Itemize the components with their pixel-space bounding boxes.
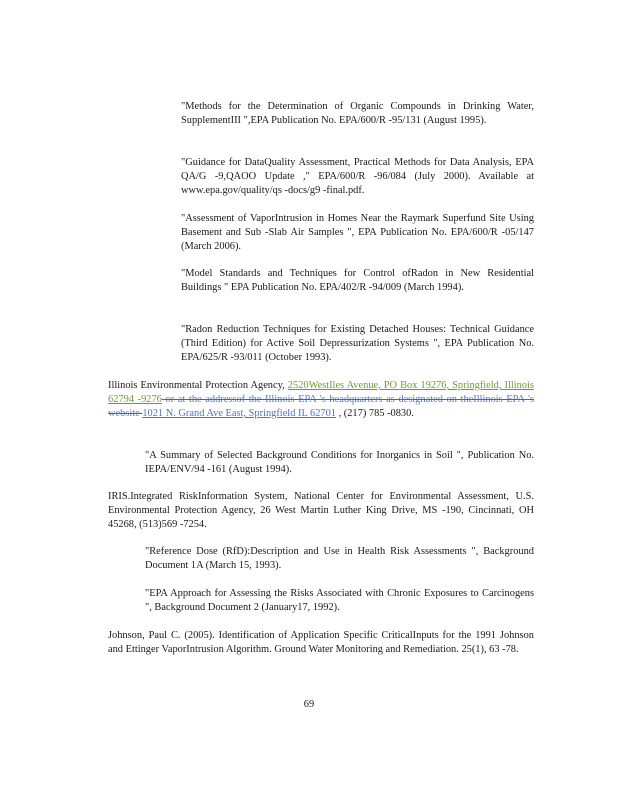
iepa-inserted-address: 2520WestIles Avenue, PO Box 19276, Springfield, Illinois 62794 -9276	[108, 380, 534, 405]
iepa-org: Illinois Environmental Protection Agency,	[108, 380, 288, 391]
reference-iris-rfd: "Reference Dose (RfD):Description and Use in Health Risk Assessments ", Background Document 1A (March 15, 1993).	[145, 546, 534, 571]
reference-epa-guidance: "Guidance for DataQuality Assessment, Practical Methods for Data Analysis, EPA QA/G -9,QAOO Update ," EPA/600/R -96/084 (July 2000). Available at www.epa.gov/quality/qs -docs/g9 -final.pdf.	[181, 157, 534, 196]
reference-epa-vapor: "Assessment of VaporIntrusion in Homes Near the Raymark Superfund Site Using Basement and Sub -Slab Air Samples ", EPA Publication No. EPA/600/R -05/147 (March 2006).	[181, 213, 534, 252]
reference-iris-carcinogens: "EPA Approach for Assessing the Risks Associated with Chronic Exposures to Carcinogens ", Background Document 2 (January17, 1992).	[145, 588, 534, 613]
page-number: 69	[303, 699, 315, 710]
reference-iepa	[108, 379, 534, 421]
reference-epa-methods: "Methods for the Determination of Organic Compounds in Drinking Water, SupplementIII ",EPA Publication No. EPA/600/R -95/131 (August 1995).	[181, 101, 534, 126]
iepa-deleted-text: or at the addressof the Illinois EPA 's headquarters as designated on theIllinois EPA 's website	[108, 394, 534, 419]
reference-johnson: Johnson, Paul C. (2005). Identification of Application Specific CriticalInputs for the 1991 Johnson and Ettinger VaporIntrusion Algorithm. Ground Water Monitoring and Remediation. 25(1), 63 -78.	[108, 630, 534, 655]
reference-iris: IRIS.Integrated RiskInformation System, National Center for Environmental Assessment, U.S. Environmental Protection Agency, 26 West Martin Luther King Drive, MS -190, Cincinnati, OH 45268, (513)569 -7254.	[108, 491, 534, 530]
iepa-phone: , (217) 785 -0830.	[335, 408, 414, 419]
reference-epa-radon-reduction: "Radon Reduction Techniques for Existing Detached Houses: Technical Guidance (Third Edition) for Active Soil Depressurization Systems ", EPA Publication No. EPA/625/R -93/011 (October 1993).	[181, 324, 534, 363]
reference-epa-radon-standards: "Model Standards and Techniques for Control ofRadon in New Residential Buildings " EPA Publication No. EPA/402/R -94/009 (March 1994).	[181, 268, 534, 293]
reference-iepa-summary: "A Summary of Selected Background Conditions for Inorganics in Soil ", Publication No. IEPA/ENV/94 -161 (August 1994).	[145, 450, 534, 475]
iepa-new-address: 1021 N. Grand Ave East, Springfield IL 62701	[142, 408, 336, 419]
